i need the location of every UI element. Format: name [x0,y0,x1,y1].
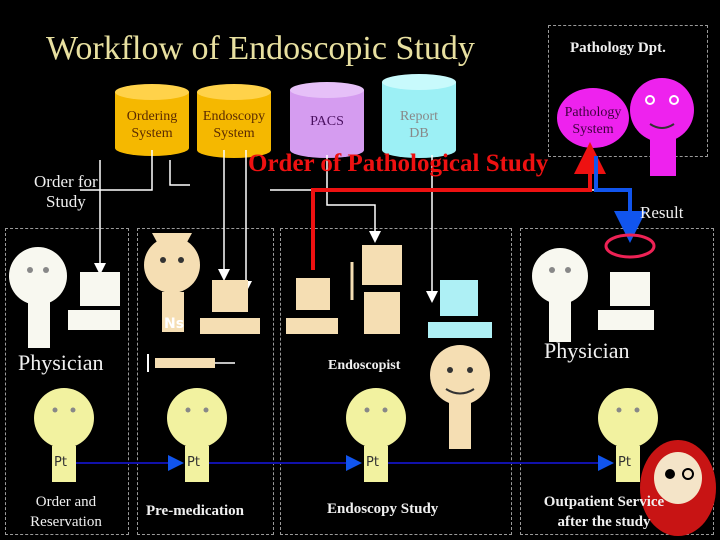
step-order-reservation: Order and Reservation [30,494,102,530]
pathology-dpt-label: Pathology Dpt. [570,40,666,56]
pathology-result-path [596,156,630,235]
result-highlight [606,235,654,257]
report-computer [428,280,492,338]
order-of-pathological-study-label: Order of Pathological Study [248,150,549,177]
patient-badge-3: Pt [366,455,379,470]
result-label: Result [640,203,684,222]
nurse-badge: Ns [164,316,185,332]
pathology-system-label: Pathology System [564,105,622,137]
physician-right-label: Physician [544,338,630,363]
step-endoscopy-study: Endoscopy Study [327,501,439,517]
order-for-study-label: Order for Study [34,172,98,211]
page-title: Workflow of Endoscopic Study [46,30,475,67]
endoscopist-label: Endoscopist [328,358,401,373]
nurse-computer [200,280,260,334]
ordering-system-label: Ordering System [126,109,178,141]
endoscopist-figure [430,345,490,449]
physician-left-computer [68,272,120,330]
pacs-label: PACS [310,114,344,129]
physician-right-figure [532,248,588,342]
pathology-system-figure [630,78,694,176]
endoscopy-system-label: Endoscopy System [202,109,266,141]
physician-left-label: Physician [18,350,104,375]
report-db-label: Report DB [399,109,439,141]
physician-right-computer [598,272,654,330]
patient-badge-2: Pt [187,455,200,470]
patient-badge-1: Pt [54,455,67,470]
endoscopist-computer [286,278,338,334]
endoscope-tower [352,245,402,334]
physician-left-figure [9,247,67,348]
syringe [148,354,235,372]
step-pre-medication: Pre-medication [146,503,245,519]
patient-badge-4: Pt [618,455,631,470]
step-outpatient-service: Outpatient Service after the study [543,494,665,530]
